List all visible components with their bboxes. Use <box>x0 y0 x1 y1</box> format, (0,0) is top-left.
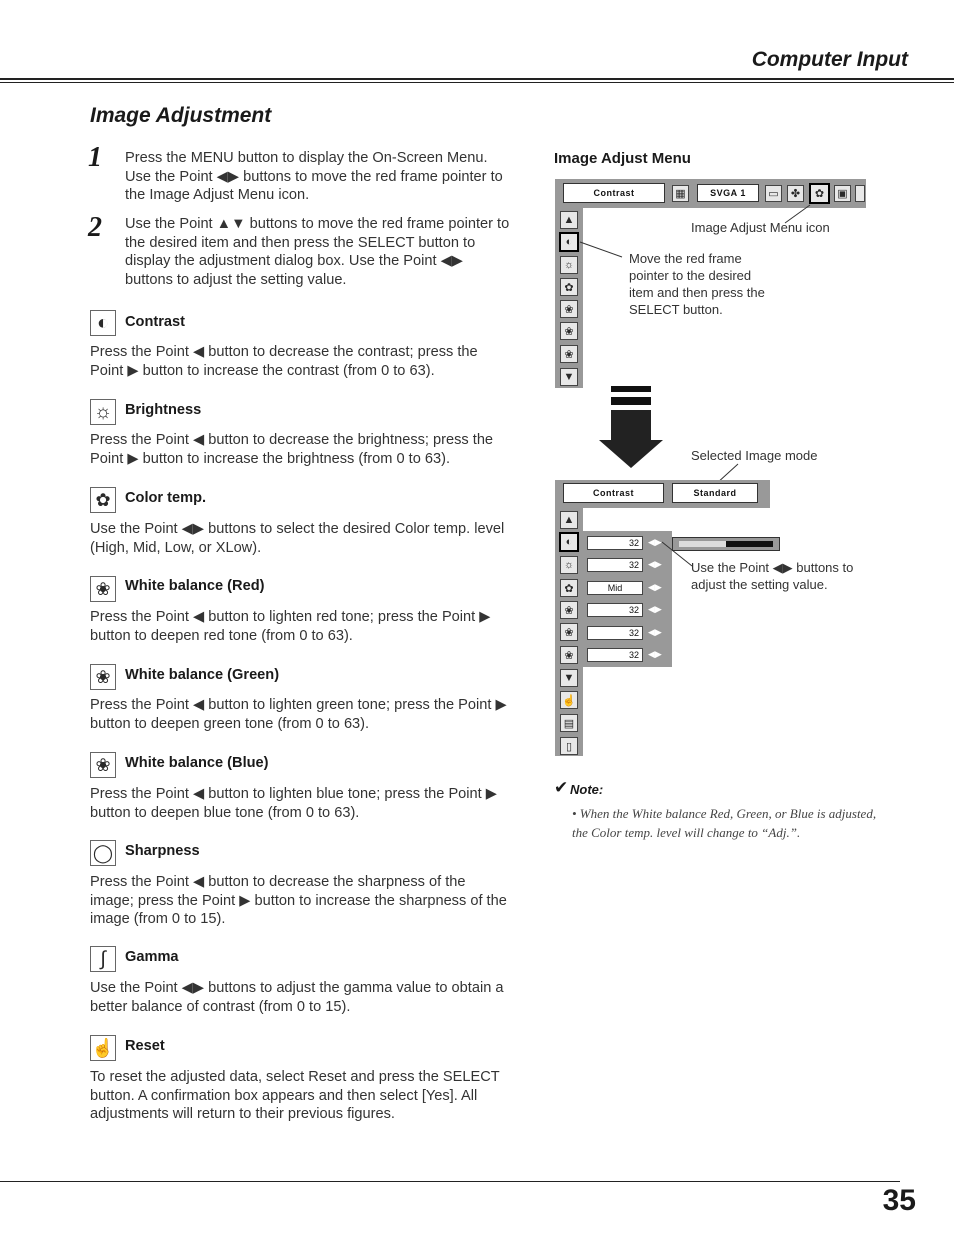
white-balance-green-icon <box>90 664 116 690</box>
white-balance-blue-icon[interactable]: ❀ <box>560 345 578 363</box>
step-number: 2 <box>88 212 102 243</box>
white-balance-red-icon[interactable]: ❀ <box>560 300 578 318</box>
white-balance-red-icon-glyph: ❀ <box>95 578 111 599</box>
reset-icon[interactable]: ☝ <box>560 691 578 709</box>
item-desc: Press the Point ◀ button to decrease the brightness; press the Point ▶ button to increase the brightness (from 0 to 63). <box>90 432 494 467</box>
item-title: Reset <box>125 1038 165 1054</box>
menu-item-label: Contrast <box>563 483 664 503</box>
color-temp-icon-glyph: ✿ <box>95 489 111 510</box>
value-white-balance-blue: 32 <box>587 648 643 662</box>
image-mode-label: Standard <box>672 483 758 503</box>
menu-icon: ▦ <box>672 185 689 202</box>
item-title: Contrast <box>125 314 185 330</box>
callout-adjust: Use the Point ◀▶ buttons to adjust the setting value. <box>691 560 854 592</box>
menu-item-label: Contrast <box>563 183 665 203</box>
brightness-icon[interactable]: ☼ <box>560 556 578 574</box>
menu-icon: ▣ <box>834 185 851 202</box>
contrast-icon[interactable]: ◐ <box>559 232 579 252</box>
step-text: Use the Point ▲▼ buttons to move the red frame pointer to the desired item and then press the SELECT button to display the adjustment dialog box. Use the Point ◀▶ buttons to adjust the setting value. <box>125 216 510 289</box>
value-white-balance-red: 32 <box>587 603 643 617</box>
white-balance-red-icon[interactable]: ❀ <box>560 601 578 619</box>
brightness-icon[interactable]: ☼ <box>560 256 578 274</box>
checkmark-icon: ✔ <box>554 778 569 797</box>
value-white-balance-green: 32 <box>587 626 643 640</box>
item-title: White balance (Red) <box>125 578 265 594</box>
value-brightness: 32 <box>587 558 643 572</box>
reset-icon-glyph: ☝ <box>91 1037 115 1058</box>
white-balance-blue-icon <box>90 752 116 778</box>
point-arrows-icon[interactable]: ◀▶ <box>648 582 662 592</box>
sharpness-icon <box>90 840 116 866</box>
item-title: Brightness <box>125 402 202 418</box>
note-title: Note: <box>570 782 604 797</box>
up-arrow-icon[interactable]: ▲ <box>560 511 578 529</box>
white-balance-red-icon <box>90 576 116 602</box>
callout-mode: Selected Image mode <box>691 448 818 463</box>
menu-icon: ✤ <box>787 185 804 202</box>
input-source-label: SVGA 1 <box>697 184 759 202</box>
brightness-icon <box>90 399 116 425</box>
point-arrows-icon[interactable]: ◀▶ <box>648 537 662 547</box>
contrast-icon <box>90 310 116 336</box>
header-rule <box>0 78 954 80</box>
item-desc: To reset the adjusted data, select Reset and press the SELECT button. A confirmation box appears and then select [Yes]. All adjustments will return to their previous figures. <box>90 1069 500 1123</box>
contrast-icon[interactable]: ◐ <box>559 532 579 552</box>
step-number: 1 <box>88 142 102 173</box>
color-temp-icon[interactable]: ✿ <box>560 579 578 597</box>
menu-icon: ▭ <box>765 185 782 202</box>
quit-icon[interactable]: ▯ <box>560 737 578 755</box>
value-contrast: 32 <box>587 536 643 550</box>
note-text: • When the White balance Red, Green, or Blue is adjusted, the Color temp. level will change to “Adj.”. <box>572 806 877 840</box>
white-balance-green-icon[interactable]: ❀ <box>560 623 578 641</box>
down-arrow-graphic <box>599 384 663 470</box>
value-color-temp: Mid <box>587 581 643 595</box>
white-balance-green-icon-glyph: ❀ <box>95 666 111 687</box>
step-text: Press the MENU button to display the On-Screen Menu. Use the Point ◀▶ buttons to move the red frame pointer to the Image Adjust Menu icon. <box>125 150 503 204</box>
point-arrows-icon[interactable]: ◀▶ <box>648 649 662 659</box>
item-desc: Press the Point ◀ button to decrease the contrast; press the Point ▶ button to increase the contrast (from 0 to 63). <box>90 344 478 379</box>
item-desc: Use the Point ◀▶ buttons to select the desired Color temp. level (High, Mid, Low, or XLow). <box>90 521 505 556</box>
header-title: Computer Input <box>751 48 908 71</box>
color-temp-icon <box>90 487 116 513</box>
item-title: Gamma <box>125 949 179 965</box>
white-balance-blue-icon-glyph: ❀ <box>95 754 111 775</box>
item-desc: Press the Point ◀ button to lighten red tone; press the Point ▶ button to deepen red tone (from 0 to 63). <box>90 609 491 644</box>
item-title: Color temp. <box>125 490 207 506</box>
point-arrows-icon[interactable]: ◀▶ <box>648 627 662 637</box>
header-rule-thin <box>0 82 954 83</box>
reset-icon <box>90 1035 116 1061</box>
gamma-icon <box>90 946 116 972</box>
gamma-icon-glyph: ∫ <box>100 947 106 970</box>
item-desc: Use the Point ◀▶ buttons to adjust the gamma value to obtain a better balance of contrast (from 0 to 15). <box>90 980 504 1015</box>
down-arrow-icon[interactable]: ▼ <box>560 669 578 687</box>
image-adjust-menu-icon[interactable]: ✿ <box>809 183 830 204</box>
page-number: 35 <box>882 1184 916 1217</box>
point-arrows-icon[interactable]: ◀▶ <box>648 604 662 614</box>
callout-pointer: Move the red frame pointer to the desired item and then press the SELECT button. <box>629 251 765 317</box>
item-title: Sharpness <box>125 843 200 859</box>
menu-heading: Image Adjust Menu <box>554 150 691 167</box>
item-title: White balance (Green) <box>125 667 280 683</box>
menu-icon <box>855 185 865 202</box>
sharpness-icon-glyph: ◯ <box>92 842 114 863</box>
white-balance-green-icon[interactable]: ❀ <box>560 322 578 340</box>
footer-rule <box>0 1181 900 1182</box>
section-title: Image Adjustment <box>90 104 272 127</box>
brightness-icon-glyph: ☼ <box>93 400 113 423</box>
item-desc: Press the Point ◀ button to lighten green tone; press the Point ▶ button to deepen green tone (from 0 to 63). <box>90 697 507 732</box>
item-desc: Press the Point ◀ button to lighten blue tone; press the Point ▶ button to deepen blue tone (from 0 to 63). <box>90 786 497 821</box>
callout-icon: Image Adjust Menu icon <box>691 220 830 235</box>
item-title: White balance (Blue) <box>125 755 269 771</box>
contrast-icon-glyph: ◐ <box>96 311 110 334</box>
color-temp-icon[interactable]: ✿ <box>560 278 578 296</box>
item-desc: Press the Point ◀ button to decrease the sharpness of the image; press the Point ▶ button to increase the sharpness of the image (from 0 to 15). <box>90 874 507 928</box>
down-arrow-icon[interactable]: ▼ <box>560 368 578 386</box>
point-arrows-icon[interactable]: ◀▶ <box>648 559 662 569</box>
up-arrow-icon[interactable]: ▲ <box>560 211 578 229</box>
white-balance-blue-icon[interactable]: ❀ <box>560 646 578 664</box>
store-icon[interactable]: ▤ <box>560 714 578 732</box>
